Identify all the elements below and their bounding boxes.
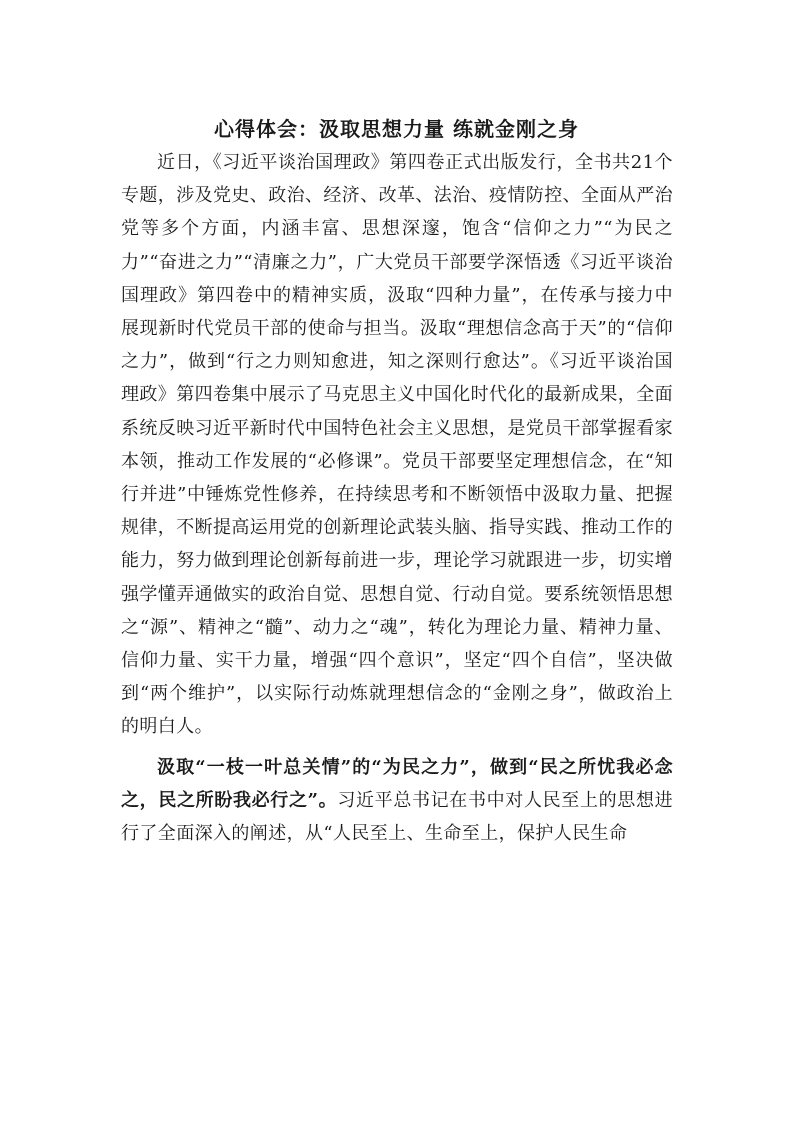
paragraph-1-text: 近日，《习近平谈治国理政》第四卷正式出版发行，全书共21个专题，涉及党史、政治、经济、改革、法治、疫情防控、全面从严治党等多个方面，内涵丰富、思想深邃，饱含“信仰之力”“为民之力”“奋进之力”“清廉之力”，广大党员干部要学深悟透《习近平谈治国理政》第四卷中的精神实质，汲取“四种力量”，在传承与接力中展现新时代党员干部的使命与担当。汲取“理想信念高于天”的“信仰之力”，做到“行之力则知愈进，知之深则行愈达”。《习近平谈治国理政》第四卷集中展示了马克思主义中国化时代化的最新成果，全面系统反映习近平新时代中国特色社会主义思想，是党员干部掌握看家本领，推动工作发展的“必修课”。党员干部要坚定理想信念，在“知行并进”中锤炼党性修养，在持续思考和不断领悟中汲取力量、把握规律，不断提高运用党的创新理论武装头脑、指导实践、推动工作的能力，努力做到理论创新每前进一步，理论学习就跟进一步，切实增强学懂弄通做实的政治自觉、思想自觉、行动自觉。要系统领悟思想之“源”、精神之“髓”、动力之“魂”，转化为理论力量、精神力量、信仰力量、实干力量，增强“四个意识”，坚定“四个自信”，坚决做到“两个维护”，以实际行动炼就理想信念的“金刚之身”，做政治上的明白人。	[121, 152, 673, 738]
document-body	[121, 146, 673, 850]
paragraph-2	[121, 751, 673, 851]
paragraph-2-lead: 汲取“一枝一叶总关情”的“为民之力”，做到“民之所忧我必念之，民之所盼我必行之”。	[121, 756, 673, 811]
paragraph-2-text: 习近平总书记在书中对人民至上的思想进行了全面深入的阐述，从“人民至上、生命至上，保护人民生命	[121, 789, 674, 845]
document-title: 心得体会：汲取思想力量 练就金刚之身	[214, 117, 579, 142]
paragraph-1	[121, 146, 673, 744]
